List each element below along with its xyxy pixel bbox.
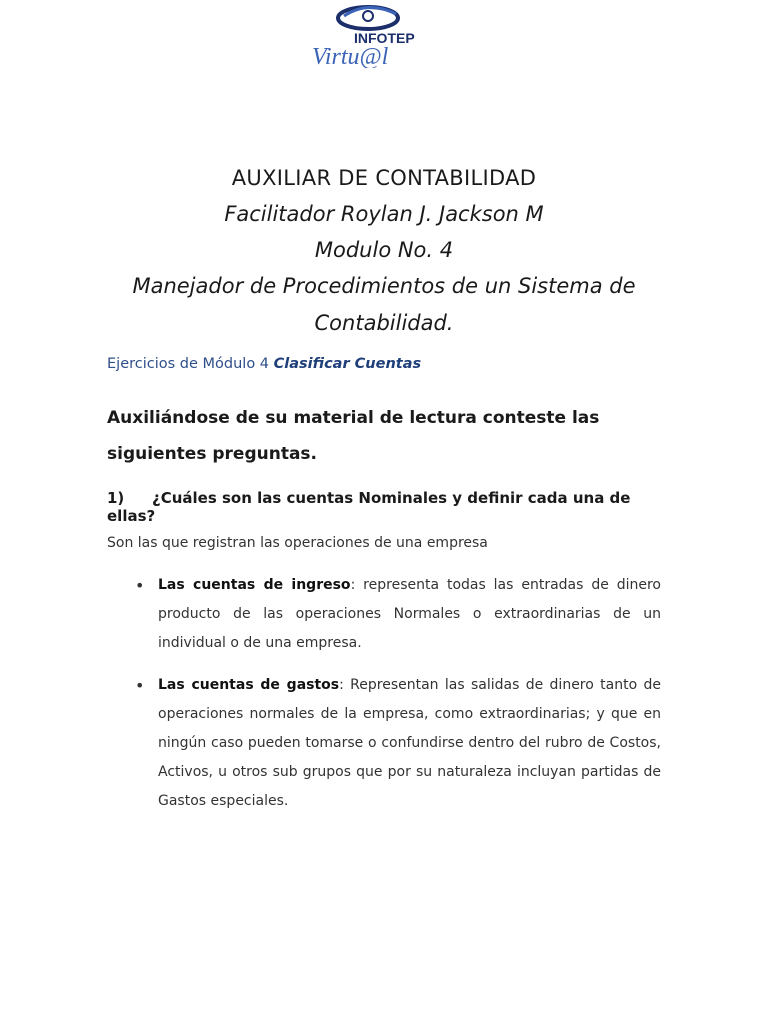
list-item bbox=[135, 571, 661, 658]
exercise-subtitle: Clasificar Cuentas bbox=[273, 356, 422, 372]
module-line: Modulo No. 4 bbox=[314, 238, 454, 262]
term-definition: : Representan las salidas de dinero tanto de operaciones normales de la empresa, como extraordinarias; y que en ningún caso pueden tomarse o confundirse dentro del rubro de Costos, Activos, u otros sub grupos que por su naturaleza incluyan partidas de Gastos especiales. bbox=[158, 677, 661, 809]
module-topic: Manejador de Procedimientos de un Sistema de Contabilidad. bbox=[132, 274, 636, 335]
bullet-icon: • bbox=[135, 576, 145, 595]
question-text: ¿Cuáles son las cuentas Nominales y definir cada una de ellas? bbox=[107, 489, 631, 525]
logo-emblem-icon bbox=[306, 2, 418, 68]
bullet-icon: • bbox=[135, 676, 145, 695]
infotep-virtual-logo bbox=[306, 2, 418, 68]
facilitator-line: Facilitador Roylan J. Jackson M bbox=[224, 202, 544, 226]
term-label: Las cuentas de ingreso bbox=[158, 577, 351, 593]
logo-text-main: INFOTEP bbox=[354, 30, 415, 46]
definition-list bbox=[135, 571, 661, 816]
list-item bbox=[135, 671, 661, 816]
exercise-label: Ejercicios de Módulo 4 bbox=[107, 356, 270, 372]
exercise-heading bbox=[107, 356, 421, 372]
term-label: Las cuentas de gastos bbox=[158, 677, 340, 693]
answer-text: Son las que registran las operaciones de una empresa bbox=[107, 535, 488, 551]
title-block bbox=[0, 160, 768, 342]
logo-text-sub: Virtu@l bbox=[312, 44, 389, 68]
question-1 bbox=[107, 489, 667, 525]
question-number: 1) bbox=[107, 489, 125, 507]
intro-instruction: Auxiliándose de su material de lectura conteste las siguientes preguntas. bbox=[107, 408, 600, 464]
term-definition: : representa todas las entradas de dinero producto de las operaciones Normales o extraordinarias de un individual o de una empresa. bbox=[158, 577, 662, 651]
course-title: AUXILIAR DE CONTABILIDAD bbox=[231, 166, 537, 190]
